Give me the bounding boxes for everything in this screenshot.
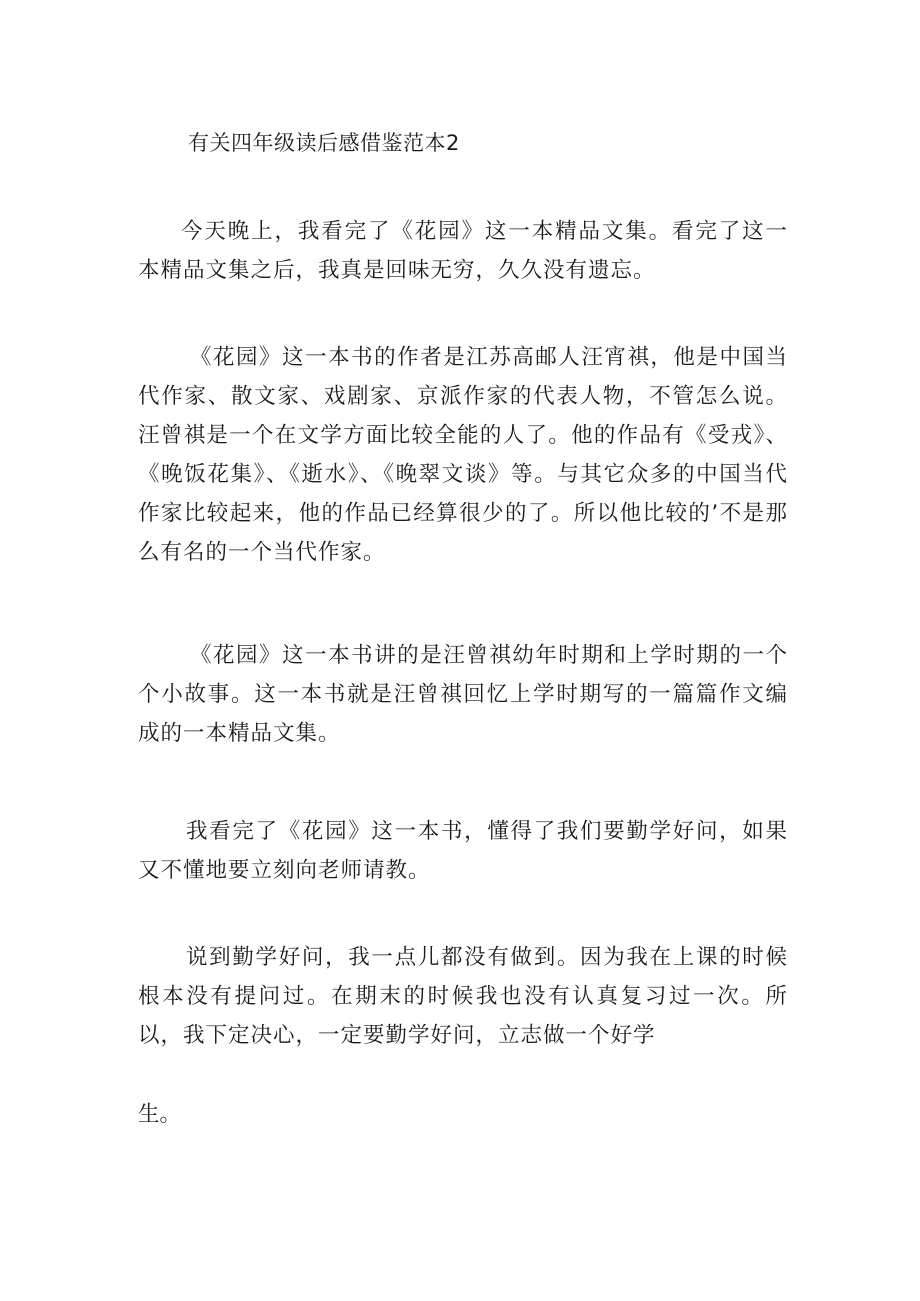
paragraph-lesson: 我看完了《花园》这一本书，懂得了我们要勤学好问，如果又不懂地要立刻向老师请教。 — [138, 819, 788, 883]
paragraph-resolution: 说到勤学好问，我一点儿都没有做到。因为我在上课的时候根本没有提问过。在期末的时候我也没有认真复习过一次。所以，我下定决心，一定要勤学好问，立志做一个好学 — [138, 945, 788, 1048]
document-title: 有关四年级读后感借鉴范本2 — [188, 131, 460, 155]
paragraph-author: 《花园》这一本书的作者是江苏高邮人汪宵祺，他是中国当代作家、散文家、戏剧家、京派作家的代表人物，不管怎么说。汪曾祺是一个在文学方面比较全能的人了。他的作品有《受戎》、《晚饭花集》、《逝水》、《晚翠文谈》等。与其它众多的中国当代作家比较起来，他的作品已经算很少的了。所以他比较的’不是那么有名的一个当代作家。 — [138, 345, 788, 565]
paragraph-intro: 今天晚上，我看完了《花园》这一本精品文集。看完了这一本精品文集之后，我真是回味无穷，久久没有遗忘。 — [138, 219, 788, 283]
paragraph-content: 《花园》这一本书讲的是汪曾祺幼年时期和上学时期的一个个小故事。这一本书就是汪曾祺回忆上学时期写的一篇篇作文编成的一本精品文集。 — [138, 643, 788, 746]
paragraph-tail: 生。 — [138, 1102, 182, 1127]
